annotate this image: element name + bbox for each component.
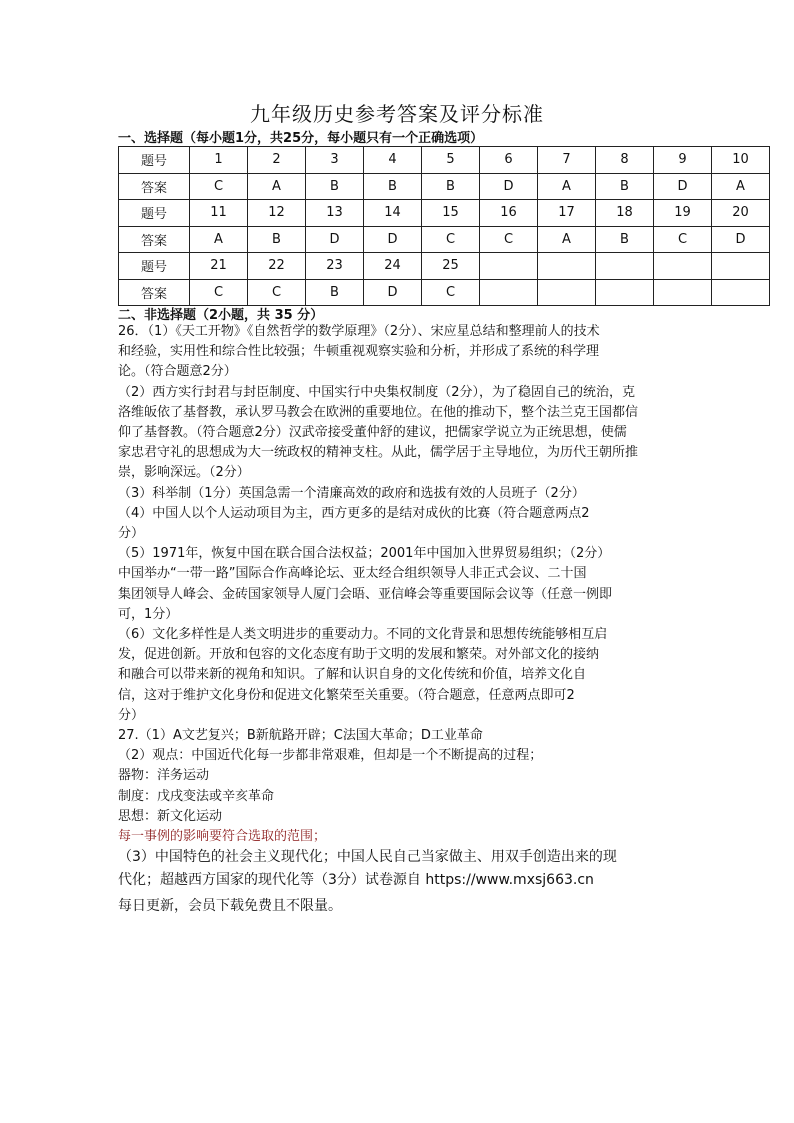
table-cell [654, 253, 712, 280]
table-row-label: 题号 [119, 253, 190, 280]
table-cell [480, 279, 538, 306]
answer-line: （4）中国人以个人运动项目为主，西方更多的是结对成伙的比赛（符合题意两点2 [118, 505, 590, 521]
table-cell: 11 [190, 200, 248, 227]
table-cell: C [654, 226, 712, 253]
table-cell: 12 [248, 200, 306, 227]
table-cell: 19 [654, 200, 712, 227]
table-cell [480, 253, 538, 280]
table-cell: C [190, 279, 248, 306]
table-row [119, 253, 770, 280]
answer-line: 代化；超越西方国家的现代化等（3分）试卷源自 https://www.mxsj663.cn [118, 872, 594, 889]
table-row-label: 题号 [119, 147, 190, 174]
answer-line: 思想：新文化运动 [118, 808, 223, 824]
table-cell: 16 [480, 200, 538, 227]
table-cell: 17 [538, 200, 596, 227]
table-cell [596, 253, 654, 280]
table-cell: B [306, 279, 364, 306]
footer-line: 每日更新，会员下载免费且不限量。 [118, 898, 342, 915]
table-cell: 2 [248, 147, 306, 174]
table-cell [596, 279, 654, 306]
answer-line: 27.（1）A文艺复兴；B新航路开辟；C法国大革命；D工业革命 [118, 728, 483, 744]
table-cell: 5 [422, 147, 480, 174]
table-cell: 4 [364, 147, 422, 174]
table-cell: C [190, 173, 248, 200]
answer-line: 集团领导人峰会、金砖国家领导人厦门会晤、亚信峰会等重要国际会议等（任意一例即 [118, 586, 613, 602]
table-row [119, 226, 770, 253]
answer-line: （2）观点：中国近代化每一步都非常艰难，但却是一个不断提高的过程； [118, 748, 543, 764]
table-row [119, 147, 770, 174]
table-cell: B [422, 173, 480, 200]
table-cell [712, 279, 770, 306]
table-cell: C [422, 226, 480, 253]
table-cell: A [538, 173, 596, 200]
answer-line: （2）西方实行封君与封臣制度、中国实行中央集权制度（2分），为了稳固自己的统治，克 [118, 384, 636, 400]
page-title: 九年级历史参考答案及评分标准 [250, 102, 544, 126]
answer-line: 洛维皈依了基督教，承认罗马教会在欧洲的重要地位。在他的推动下，整个法兰克王国都信 [118, 404, 639, 420]
table-row-label: 题号 [119, 200, 190, 227]
table-cell: 23 [306, 253, 364, 280]
table-cell: D [654, 173, 712, 200]
table-cell: D [364, 279, 422, 306]
table-cell [538, 279, 596, 306]
table-cell: 24 [364, 253, 422, 280]
table-cell: B [596, 226, 654, 253]
table-cell: 10 [712, 147, 770, 174]
table-row-label: 答案 [119, 173, 190, 200]
table-cell: 13 [306, 200, 364, 227]
table-cell: D [712, 226, 770, 253]
table-row-label: 答案 [119, 226, 190, 253]
answer-line: 信，这对于维护文化身份和促进文化繁荣至关重要。（符合题意，任意两点即可2 [118, 687, 575, 703]
table-cell: 20 [712, 200, 770, 227]
answer-line: （3）科举制（1分）英国急需一个清廉高效的政府和选拔有效的人员班子（2分） [118, 485, 585, 501]
answer-line: 和融合可以带来新的视角和知识。了解和认识自身的文化传统和价值，培养文化自 [118, 667, 587, 683]
answer-line: （6）文化多样性是人类文明进步的重要动力。不同的文化背景和思想传统能够相互启 [118, 627, 608, 643]
table-cell: D [306, 226, 364, 253]
answer-line: 可，1分） [118, 606, 179, 622]
table-row-label: 答案 [119, 279, 190, 306]
table-cell: D [480, 173, 538, 200]
table-cell [538, 253, 596, 280]
answer-line: 仰了基督教。（符合题意2分）汉武帝接受董仲舒的建议，把儒家学说立为正统思想，使儒 [118, 425, 627, 441]
section-nonchoice-heading: 二、非选择题（2小题，共 35 分） [118, 308, 324, 323]
answer-line: 论。（符合题意2分） [118, 364, 237, 380]
table-cell: 21 [190, 253, 248, 280]
table-cell: C [422, 279, 480, 306]
table-cell [712, 253, 770, 280]
table-cell: C [480, 226, 538, 253]
answer-line: 发，促进创新。开放和包容的文化态度有助于文明的发展和繁荣。对外部文化的接纳 [118, 647, 600, 663]
table-cell [654, 279, 712, 306]
table-cell: 18 [596, 200, 654, 227]
section-choice-heading: 一、选择题（每小题1分，共25分，每小题只有一个正确选项） [118, 131, 484, 146]
table-cell: 7 [538, 147, 596, 174]
table-cell: B [248, 226, 306, 253]
answer-line: 器物：洋务运动 [118, 768, 210, 784]
table-cell: B [306, 173, 364, 200]
table-cell: B [596, 173, 654, 200]
answer-line: 崇，影响深远。（2分） [118, 465, 250, 481]
table-cell: 3 [306, 147, 364, 174]
answer-line: 分） [118, 526, 145, 542]
table-cell: A [248, 173, 306, 200]
table-cell: 25 [422, 253, 480, 280]
table-cell: 8 [596, 147, 654, 174]
table-cell: D [364, 226, 422, 253]
table-row [119, 279, 770, 306]
answer-note-line: 每一事例的影响要符合选取的范围； [118, 829, 327, 845]
choice-answer-table [118, 146, 770, 306]
answer-line: （3）中国特色的社会主义现代化；中国人民自己当家做主、用双手创造出来的现 [118, 849, 617, 866]
answer-line: 分） [118, 707, 145, 723]
table-cell: B [364, 173, 422, 200]
answer-line: 和经验，实用性和综合性比较强；牛顿重视观察实验和分析，并形成了系统的科学理 [118, 344, 600, 360]
table-cell: 1 [190, 147, 248, 174]
table-cell: 22 [248, 253, 306, 280]
table-cell: 6 [480, 147, 538, 174]
table-cell: A [538, 226, 596, 253]
answer-body [118, 322, 666, 919]
answer-line: 家忠君守礼的思想成为大一统政权的精神支柱。从此，儒学居于主导地位，为历代王朝所推 [118, 445, 639, 461]
table-cell: A [712, 173, 770, 200]
answer-line: （5）1971年，恢复中国在联合国合法权益；2001年中国加入世界贸易组织；（2分） [118, 546, 611, 562]
table-cell: 15 [422, 200, 480, 227]
answer-line: 26．（1）《天工开物》《自然哲学的数学原理》（2分）、宋应星总结和整理前人的技术 [118, 324, 600, 339]
table-row [119, 200, 770, 227]
answer-line: 中国举办“一带一路”国际合作高峰论坛、亚太经合组织领导人非正式会议、二十国 [118, 566, 587, 582]
table-cell: C [248, 279, 306, 306]
answer-line: 制度：戊戌变法或辛亥革命 [118, 788, 275, 804]
table-row [119, 173, 770, 200]
table-cell: 14 [364, 200, 422, 227]
table-cell: A [190, 226, 248, 253]
table-cell: 9 [654, 147, 712, 174]
